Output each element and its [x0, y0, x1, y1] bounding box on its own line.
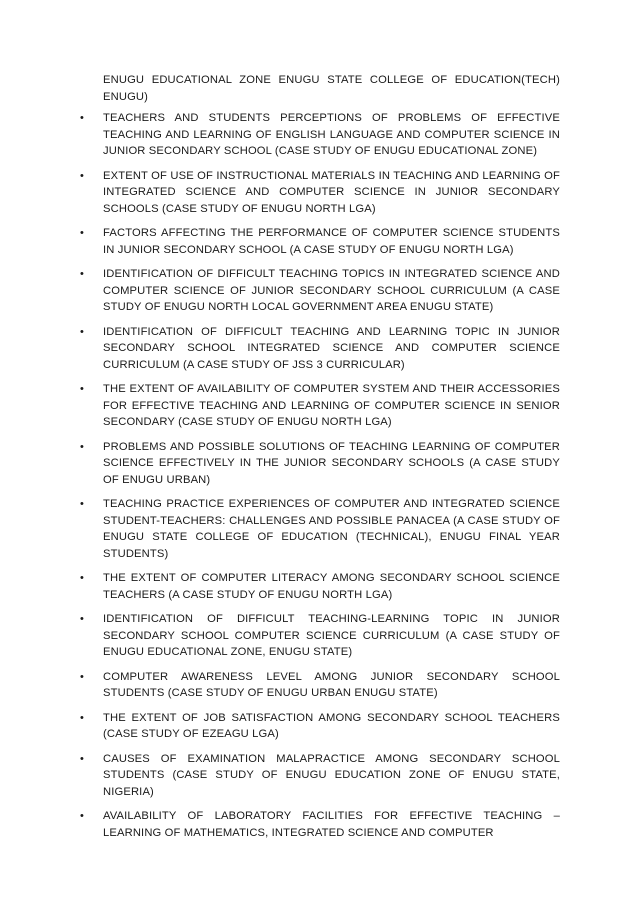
document-body	[80, 72, 560, 849]
list-item	[80, 324, 560, 374]
bullet-icon: •	[80, 169, 84, 182]
topic-text: COMPUTER AWARENESS LEVEL AMONG JUNIOR SECONDARY SCHOOL STUDENTS (CASE STUDY OF ENUGU URBAN ENUGU STATE)	[103, 670, 560, 699]
bullet-icon: •	[80, 440, 84, 453]
bullet-icon: •	[80, 227, 84, 239]
topic-text: CAUSES OF EXAMINATION MALAPRACTICE AMONG SECONDARY SCHOOL STUDENTS (CASE STUDY OF ENUGU EDUCATION ZONE OF ENUGU STATE, NIGERIA)	[103, 752, 560, 798]
bullet-icon: •	[80, 752, 84, 765]
topic-text: PROBLEMS AND POSSIBLE SOLUTIONS OF TEACHING LEARNING OF COMPUTER SCIENCE EFFECTIVELY IN THE JUNIOR SECONDARY SCHOOLS (A CASE STUDY OF ENUGU URBAN)	[103, 440, 560, 486]
list-item	[80, 439, 560, 489]
list-item	[80, 669, 560, 702]
topic-text: IDENTIFICATION OF DIFFICULT TEACHING AND LEARNING TOPIC IN JUNIOR SECONDARY SCHOOL INTEGRATED SCIENCE AND COMPUTER SCIENCE CURRICULUM (A CASE STUDY OF JSS 3 CURRICULAR)	[103, 325, 560, 371]
bullet-icon: •	[80, 325, 84, 338]
bullet-icon: •	[80, 112, 84, 124]
continuation-paragraph: ENUGU EDUCATIONAL ZONE ENUGU STATE COLLEGE OF EDUCATION(TECH) ENUGU)	[103, 74, 560, 103]
topic-text: IDENTIFICATION OF DIFFICULT TEACHING-LEARNING TOPIC IN JUNIOR SECONDARY SCHOOL COMPUTER SCIENCE CURRICULUM (A CASE STUDY OF ENUGU EDUCATIONAL ZONE, ENUGU STATE)	[103, 613, 560, 658]
list-item	[80, 381, 560, 431]
list-item	[80, 110, 560, 160]
topic-text: THE EXTENT OF JOB SATISFACTION AMONG SECONDARY SCHOOL TEACHERS (CASE STUDY OF EZEAGU LGA)	[103, 711, 560, 740]
topic-text: EXTENT OF USE OF INSTRUCTIONAL MATERIALS IN TEACHING AND LEARNING OF INTEGRATED SCIENCE AND COMPUTER SCIENCE IN JUNIOR SECONDARY SCHOOLS (CASE STUDY OF ENUGU NORTH LGA)	[103, 169, 560, 215]
list-item	[80, 710, 560, 743]
list-item	[80, 808, 560, 841]
topic-text: THE EXTENT OF COMPUTER LITERACY AMONG SECONDARY SCHOOL SCIENCE TEACHERS (A CASE STUDY OF ENUGU NORTH LGA)	[103, 572, 560, 601]
list-item	[80, 570, 560, 603]
topic-text: IDENTIFICATION OF DIFFICULT TEACHING TOPICS IN INTEGRATED SCIENCE AND COMPUTER SCIENCE OF JUNIOR SECONDARY SCHOOL CURRICULUM (A CASE STUDY OF ENUGU NORTH LOCAL GOVERNMENT AREA ENUGU STATE)	[103, 268, 560, 313]
bullet-icon: •	[80, 383, 84, 395]
bullet-icon: •	[80, 670, 84, 683]
topic-text: FACTORS AFFECTING THE PERFORMANCE OF COMPUTER SCIENCE STUDENTS IN JUNIOR SECONDARY SCHOOL (A CASE STUDY OF ENUGU NORTH LGA)	[103, 227, 560, 256]
topic-list	[80, 110, 560, 841]
list-item	[80, 266, 560, 316]
list-item	[80, 168, 560, 218]
bullet-icon: •	[80, 498, 84, 510]
bullet-icon: •	[80, 711, 84, 724]
bullet-icon: •	[80, 572, 84, 584]
list-item	[80, 496, 560, 562]
bullet-icon: •	[80, 268, 84, 280]
topic-text: THE EXTENT OF AVAILABILITY OF COMPUTER SYSTEM AND THEIR ACCESSORIES FOR EFFECTIVE TEACHING AND LEARNING OF COMPUTER SCIENCE IN SENIOR SECONDARY (CASE STUDY OF ENUGU NORTH LGA)	[103, 383, 560, 428]
list-item	[80, 225, 560, 258]
list-item	[80, 611, 560, 661]
topic-text: TEACHING PRACTICE EXPERIENCES OF COMPUTER AND INTEGRATED SCIENCE STUDENT-TEACHERS: CHALLENGES AND POSSIBLE PANACEA (A CASE STUDY OF ENUGU STATE COLLEGE OF EDUCATION (TECHNICAL), ENUGU FINAL YEAR STUDENTS)	[103, 498, 560, 560]
bullet-icon: •	[80, 613, 84, 625]
bullet-icon: •	[80, 810, 84, 822]
topic-text: AVAILABILITY OF LABORATORY FACILITIES FOR EFFECTIVE TEACHING – LEARNING OF MATHEMATICS, INTEGRATED SCIENCE AND COMPUTER	[103, 810, 560, 839]
topic-text: TEACHERS AND STUDENTS PERCEPTIONS OF PROBLEMS OF EFFECTIVE TEACHING AND LEARNING OF ENGLISH LANGUAGE AND COMPUTER SCIENCE IN JUNIOR SECONDARY SCHOOL (CASE STUDY OF ENUGU EDUCATIONAL ZONE)	[103, 112, 560, 157]
list-item	[80, 751, 560, 801]
